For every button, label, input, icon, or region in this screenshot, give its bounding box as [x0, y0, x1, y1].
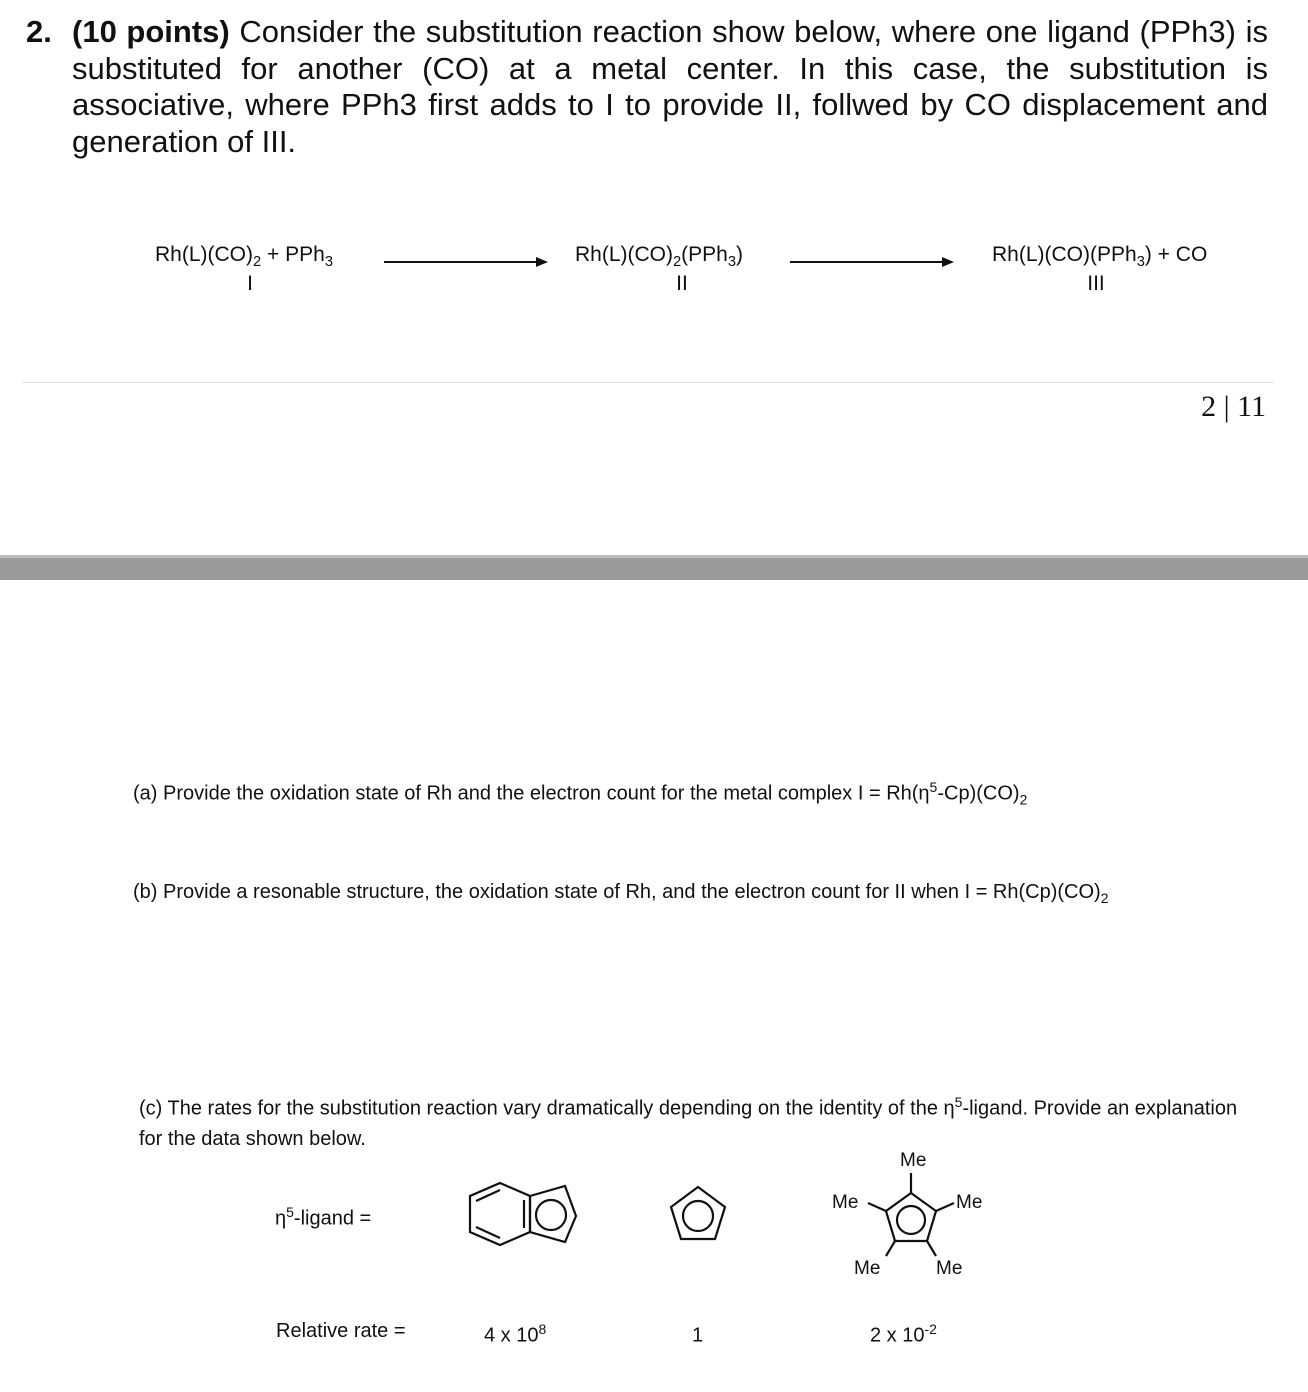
question-text [72, 14, 1268, 160]
methyl-label-top: Me [900, 1150, 927, 1171]
cyclopentadienyl-icon [668, 1184, 728, 1244]
question-number: 2. [26, 14, 52, 49]
reaction-arrow-2 [790, 261, 952, 263]
question-header [26, 14, 1268, 160]
methyl-label-left: Me [832, 1192, 859, 1213]
indenyl-icon [460, 1176, 580, 1252]
rate-indenyl: 4 x $10^8$ [484, 1321, 547, 1347]
methyl-label-bottom-right: Me [936, 1258, 963, 1279]
part-b: (b) Provide a resonable structure, the oxidation state of Rh, and the electron count for II when $I = Rh(Cp)(CO)_2$ [133, 881, 1109, 906]
rate-cp-star: 2 x $10^{-2}$ [870, 1321, 937, 1347]
page-gap-bar [0, 555, 1308, 580]
rate-label: Relative rate = [276, 1320, 406, 1342]
page-divider [22, 382, 1274, 383]
reaction-arrow-1 [384, 261, 546, 263]
label-III: III [1087, 272, 1105, 295]
intermediate-formula: $Rh(L)(CO)_2(PPh_3)$ [575, 243, 744, 271]
rate-cp: 1 [692, 1324, 704, 1347]
pentamethylcyclopentadienyl-icon [826, 1148, 996, 1288]
product-formula: Rh(L)(CO)(PPh$_3$) + CO [992, 243, 1208, 271]
question-points: (10 points) [72, 14, 230, 49]
methyl-label-bottom-left: Me [854, 1258, 881, 1279]
label-I: I [247, 272, 253, 295]
reactant-formula: $Rh(L)(CO)_2 + PPh_3$ [155, 243, 333, 271]
part-c: (c) The rates for the substitution reaction vary dramatically depending on the identity of the $\eta^5$-ligand. Provide an explanation for the data shown below. [139, 1094, 1238, 1150]
ligand-label: $\eta^5$-ligand = [275, 1204, 372, 1230]
part-a: (a) Provide the oxidation state of Rh and the electron count for the metal complex $I = Rh(\eta^5-Cp)(CO)_2$ [133, 779, 1028, 808]
question-body: Consider the substitution reaction show below, where one ligand (PPh3) is substituted for another (CO) at a metal center. In this case, the substitution is associative, where PPh3 first adds to I to provide II, follwed by CO displacement and generation of III. [72, 14, 1268, 159]
methyl-label-right: Me [956, 1192, 983, 1213]
page-number: 2 | 11 [1201, 390, 1266, 423]
label-II: II [676, 272, 688, 295]
